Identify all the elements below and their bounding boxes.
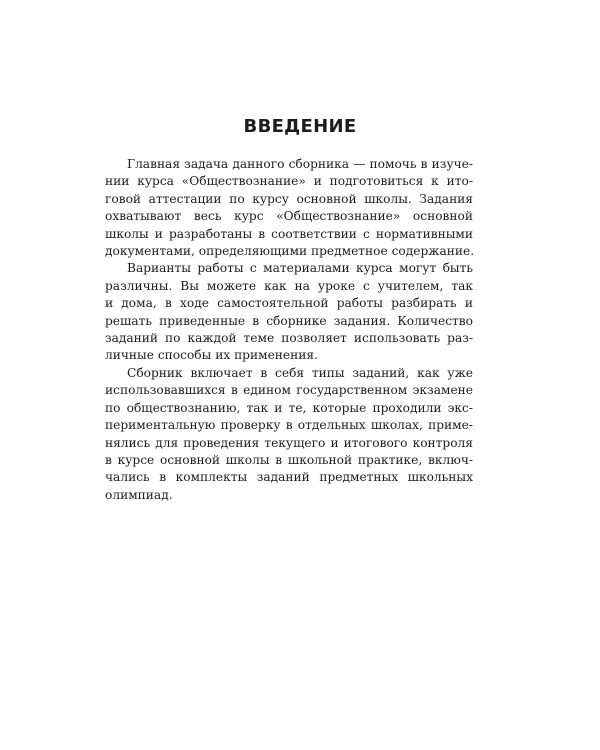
body-text <box>105 156 473 504</box>
text-line: периментальную проверку в отдельных школах, приме- <box>105 418 473 433</box>
text-line: говой аттестации по курсу основной школы. Задания <box>105 191 473 206</box>
text-line: чались в комплекты заданий предметных школьных <box>105 470 473 485</box>
text-line: школы и разработаны в соответствии с нормативными <box>105 226 473 241</box>
text-line: нялись для проведения текущего и итогового контроля <box>105 435 473 450</box>
text-line: заданий по каждой теме позволяет использовать раз- <box>105 331 473 346</box>
text-line: по обществознанию, так и те, которые проходили экс- <box>105 400 473 415</box>
text-line: личные способы их применения. <box>105 348 318 363</box>
paragraph <box>105 260 473 364</box>
text-line: Варианты работы с материалами курса могут быть <box>127 261 473 276</box>
paragraph <box>105 365 473 504</box>
text-line: различны. Вы можете как на уроке с учителем, так <box>105 278 473 293</box>
text-line: в курсе основной школы в школьной практике, включ- <box>105 452 473 467</box>
paragraph <box>105 156 473 260</box>
page-title: ВВЕДЕНИЕ <box>243 116 357 137</box>
text-line: охватывают весь курс «Обществознание» основной <box>105 209 473 224</box>
text-line: решать приведенные в сборнике задания. Количество <box>105 313 473 328</box>
text-line: Главная задача данного сборника — помочь в изуче- <box>127 157 473 171</box>
text-line: документами, определяющими предметное содержание. <box>105 244 475 259</box>
text-line: использовавшихся в едином государственном экзамене <box>105 383 473 398</box>
text-line: олимпиад. <box>105 487 173 502</box>
text-line: Сборник включает в себя типы заданий, как уже <box>127 365 473 380</box>
text-line: и дома, в ходе самостоятельной работы разбирать и <box>105 296 473 311</box>
text-line: нии курса «Обществознание» и подготовиться к ито- <box>105 174 473 189</box>
